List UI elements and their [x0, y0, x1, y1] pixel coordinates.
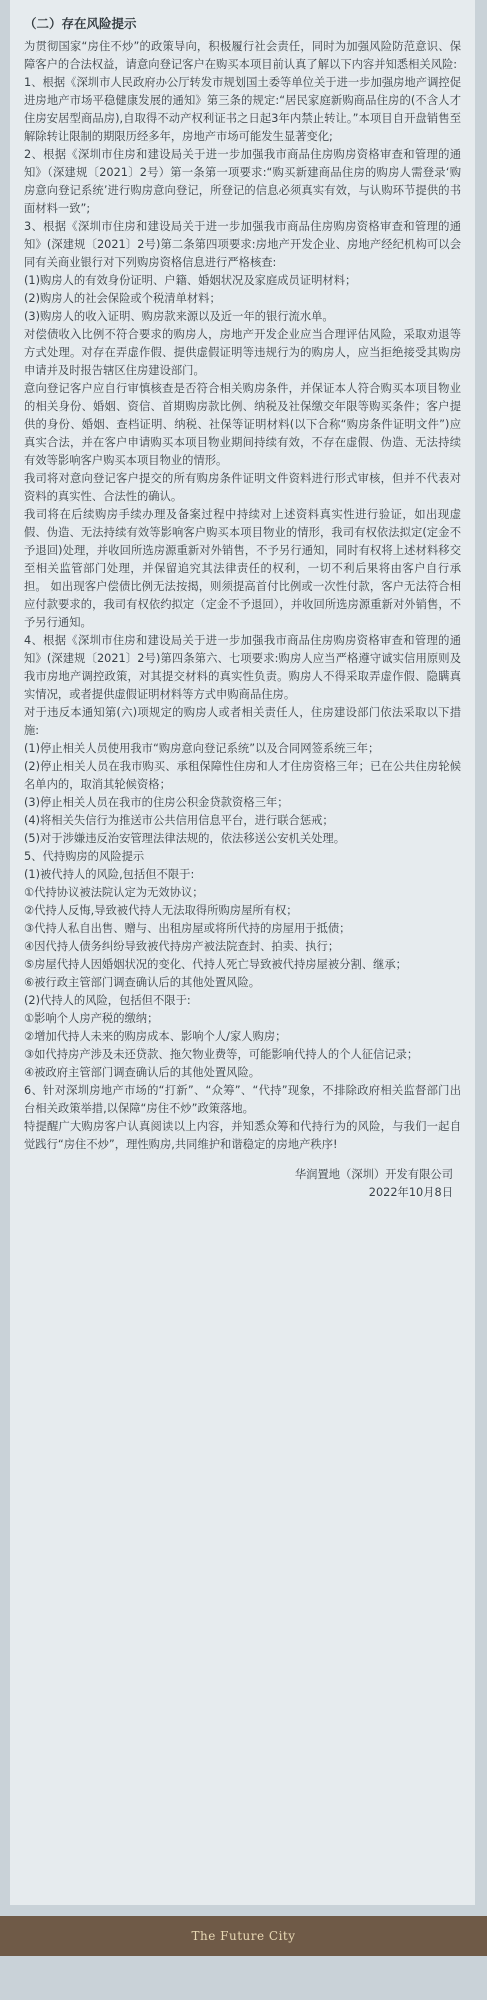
notice-paragraph: ①影响个人房产税的缴纳；: [24, 1012, 159, 1025]
notice-paragraph: (4)将相关失信行为推送市公共信用信息平台，进行联合惩戒；: [24, 814, 334, 827]
notice-paragraph: ⑥被行政主管部门调查确认后的其他处置风险。: [24, 976, 261, 989]
signature-company: 华润置地（深圳）开发有限公司: [294, 1168, 453, 1181]
notice-paragraph: ④被政府主管部门调查确认后的其他处置风险。: [24, 1066, 261, 1079]
notice-paragraph: ①代持协议被法院认定为无效协议；: [24, 886, 204, 899]
notice-body: [24, 38, 461, 1154]
notice-paragraph: ③如代持房产涉及未还贷款、拖欠物业费等，可能影响代持人的个人征信记录；: [24, 1048, 419, 1061]
notice-paragraph: (2)代持人的风险，包括但不限于:: [24, 994, 191, 1007]
notice-paragraph: 4、根据《深圳市住房和建设局关于进一步加强我市商品住房购房资格审查和管理的通知》(深建规〔2021〕2号)第四条第六、七项要求:购房人应当严格遵守诚实信用原则及我市房地产调控政策，对其提交材料的真实性负责。购房人不得采取弄虚作假、隐瞒真实情况，或者提供虚假证明材料等方式申购商品住房。: [24, 634, 461, 701]
signature-block: [24, 1166, 461, 1202]
footer-slogan: The Future City: [191, 1929, 296, 1943]
footer-banner: [0, 1916, 487, 1956]
notice-paragraph: ④因代持人债务纠纷导致被代持房产被法院查封、拍卖、执行；: [24, 940, 340, 953]
notice-paragraph: (1)停止相关人员使用我市“购房意向登记系统”以及合同网签系统三年；: [24, 742, 380, 755]
notice-paragraph: (3)购房人的收入证明、购房款来源以及近一年的银行流水单。: [24, 310, 334, 323]
notice-paragraph: (2)购房人的社会保险或个税清单材料；: [24, 292, 221, 305]
notice-paragraph: (1)被代持人的风险,包括但不限于:: [24, 868, 195, 881]
notice-paragraph: 3、根据《深圳市住房和建设局关于进一步加强我市商品住房购房资格审查和管理的通知》(深建规〔2021〕2号)第二条第四项要求:房地产开发企业、房地产经纪机构可以会同有关商业银行对下列购房资格信息进行严格核查:: [24, 220, 461, 269]
notice-card: [10, 0, 475, 1905]
notice-paragraph: (1)购房人的有效身份证明、户籍、婚姻状况及家庭成员证明材料；: [24, 274, 357, 287]
notice-paragraph: (5)对于涉嫌违反治安管理法律法规的，依法移送公安机关处理。: [24, 832, 346, 845]
notice-paragraph: 我司将在后续购房手续办理及备案过程中持续对上述资料真实性进行验证，如出现虚假、伪造、无法持续有效等影响客户购买本项目物业的情形，我司有权依法拟定(定金不予退回)处理，并收回所选房源重新对外销售，不予另行通知，同时有权将上述材料移交至相关监管部门处理，并保留追究其法律责任的权利，一切不利后果将由客户自行承担。 如出现客户偿债比例无法按揭，则须提高首付比例或一次性付款，客户无法符合相应付款要求的，我司有权依约拟定（定金不予退回），并收回所选房源重新对外销售，不予另行通知。: [24, 508, 461, 629]
notice-paragraph: ⑤房屋代持人因婚姻状况的变化、代持人死亡导致被代持房屋被分割、继承；: [24, 958, 407, 971]
notice-paragraph: ②增加代持人未来的购房成本、影响个人/家人购房；: [24, 1030, 287, 1043]
notice-paragraph: ③代持人私自出售、赠与、出租房屋或将所代持的房屋用于抵债；: [24, 922, 351, 935]
signature-date: 2022年10月8日: [368, 1186, 453, 1199]
notice-paragraph: 对于违反本通知第(六)项规定的购房人或者相关责任人，住房建设部门依法采取以下措施:: [24, 706, 461, 737]
section-heading: （二）存在风险提示: [24, 16, 137, 31]
notice-paragraph: 对偿债收入比例不符合要求的购房人，房地产开发企业应当合理评估风险，采取劝退等方式处理。对存在弄虚作假、提供虚假证明等违规行为的购房人，应当拒绝接受其购房申请并及时报告辖区住房建设部门。: [24, 328, 461, 377]
notice-paragraph: 5、代持购房的风险提示: [24, 850, 145, 863]
notice-paragraph: 特提醒广大购房客户认真阅读以上内容，并知悉众筹和代持行为的风险，与我们一起自觉践行“房住不炒”，理性购房,共同维护和谐稳定的房地产秩序!: [24, 1120, 461, 1151]
notice-paragraph: ②代持人反悔,导致被代持人无法取得所购房屋所有权；: [24, 904, 298, 917]
notice-paragraph: 我司将对意向登记客户提交的所有购房条件证明文件资料进行形式审核，但并不代表对资料的真实性、合法性的确认。: [24, 472, 461, 503]
notice-paragraph: 意向登记客户应自行审慎核查是否符合相关购房条件，并保证本人符合购买本项目物业的相关身份、婚姻、资信、首期购房款比例、纳税及社保缴交年限等购买条件；客户提供的身份、婚姻、查档证明、纳税、社保等证明材料(以下合称“购房条件证明文件”)应真实合法，并在客户申请购买本项目物业期间持续有效，不存在虚假、伪造、无法持续有效等影响客户购买本项目物业的情形。: [24, 382, 461, 467]
notice-paragraph: 1、根据《深圳市人民政府办公厅转发市规划国土委等单位关于进一步加强房地产调控促进房地产市场平稳健康发展的通知》第三条的规定:“居民家庭新购商品住房的(不含人才住房安居型商品房),自取得不动产权利证书之日起3年内禁止转让。”本项目自开盘销售至解除转让限制的期限历经多年，房地产市场可能发生显著变化;: [24, 76, 461, 143]
notice-paragraph: 为贯彻国家“房住不炒”的政策导向，积极履行社会责任，同时为加强风险防范意识、保障客户的合法权益，请意向登记客户在购买本项目前认真了解以下内容并知悉相关风险:: [24, 40, 461, 71]
notice-paragraph: 2、根据《深圳市住房和建设局关于进一步加强我市商品住房购房资格审查和管理的通知》（深建规〔2021〕2号）第一条第一项要求:“购买新建商品住房的购房人需登录‘购房意向登记系统’进行购房意向登记，所登记的信息必须真实有效，与认购环节提供的书面材料一致”;: [24, 148, 461, 215]
notice-paragraph: (3)停止相关人员在我市的住房公积金贷款资格三年；: [24, 796, 289, 809]
notice-paragraph: 6、针对深圳房地产市场的“打新”、“众筹”、“代持”现象，不排除政府相关监督部门出台相关政策举措,以保障“房住不炒”政策落地。: [24, 1084, 461, 1115]
notice-paragraph: (2)停止相关人员在我市购买、承租保障性住房和人才住房资格三年；已在公共住房轮候名单内的，取消其轮候资格；: [24, 760, 461, 791]
